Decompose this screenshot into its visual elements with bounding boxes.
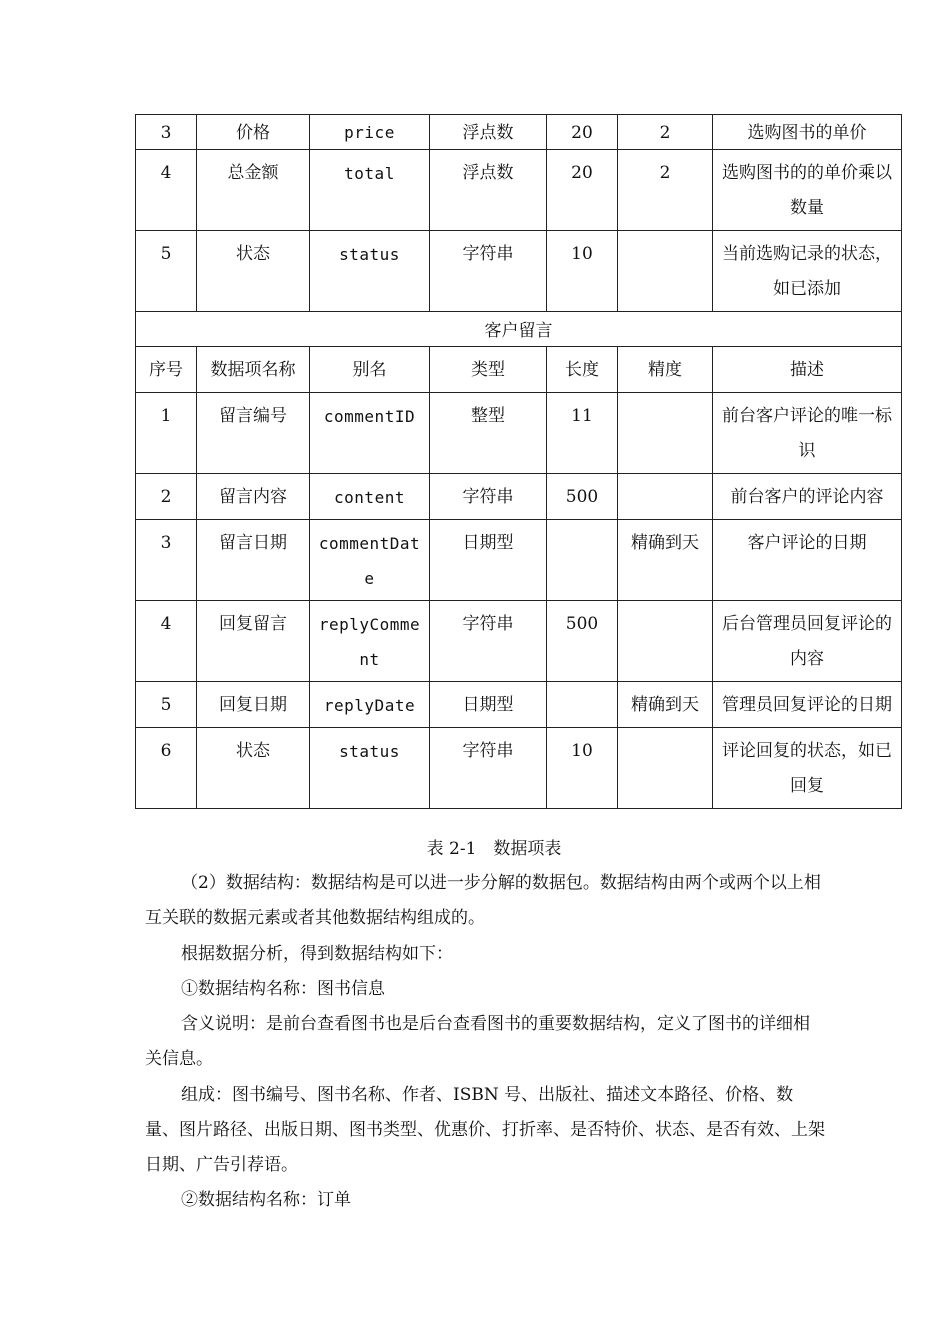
cell-precision xyxy=(618,231,713,312)
header-no: 序号 xyxy=(136,347,197,393)
section-title: 客户留言 xyxy=(136,312,902,347)
cell-length: 10 xyxy=(547,231,618,312)
cell-desc: 选购图书的单价 xyxy=(713,115,902,150)
cell-type: 日期型 xyxy=(430,682,547,728)
table-row xyxy=(136,474,902,520)
header-length: 长度 xyxy=(547,347,618,393)
cell-desc: 后台管理员回复评论的内容 xyxy=(713,601,902,682)
cell-precision xyxy=(618,393,713,474)
cell-precision: 精确到天 xyxy=(618,682,713,728)
cell-length: 20 xyxy=(547,115,618,150)
paragraph-text: 含义说明：是前台查看图书也是后台查看图书的重要数据结构，定义了图书的详细相关信息。 xyxy=(145,1014,810,1069)
cell-length: 500 xyxy=(547,474,618,520)
cell-no: 1 xyxy=(136,393,197,474)
paragraph-text: 根据数据分析，得到数据结构如下： xyxy=(181,944,453,964)
cell-type: 字符串 xyxy=(430,728,547,809)
cell-alias: replyComment xyxy=(310,601,430,682)
cell-no: 4 xyxy=(136,601,197,682)
paragraph-text: （2）数据结构：数据结构是可以进一步分解的数据包。数据结构由两个或两个以上相互关联的数据元素或者其他数据结构组成的。 xyxy=(145,873,821,928)
paragraph-composition xyxy=(145,1078,825,1183)
cell-desc: 前台客户的评论内容 xyxy=(713,474,902,520)
cell-type: 字符串 xyxy=(430,601,547,682)
cell-desc: 前台客户评论的唯一标识 xyxy=(713,393,902,474)
paragraph-data-structure xyxy=(145,866,825,936)
cell-precision: 精确到天 xyxy=(618,520,713,601)
table-row xyxy=(136,393,902,474)
paragraph-text: ①数据结构名称：图书信息 xyxy=(181,979,385,999)
cell-length: 11 xyxy=(547,393,618,474)
table-row xyxy=(136,728,902,809)
cell-desc: 当前选购记录的状态，如已添加 xyxy=(713,231,902,312)
cell-name: 留言编号 xyxy=(197,393,310,474)
cell-type: 字符串 xyxy=(430,231,547,312)
header-name: 数据项名称 xyxy=(197,347,310,393)
cell-alias: total xyxy=(310,150,430,231)
data-items-table xyxy=(135,114,902,809)
cell-alias: price xyxy=(310,115,430,150)
table-row xyxy=(136,520,902,601)
header-precision: 精度 xyxy=(618,347,713,393)
cell-length: 500 xyxy=(547,601,618,682)
cell-name: 留言内容 xyxy=(197,474,310,520)
cell-desc: 评论回复的状态，如已回复 xyxy=(713,728,902,809)
cell-length xyxy=(547,682,618,728)
paragraph-analysis xyxy=(145,937,825,972)
cell-precision: 2 xyxy=(618,150,713,231)
paragraph-structure-book xyxy=(145,972,825,1007)
cell-no: 3 xyxy=(136,115,197,150)
paragraph-meaning xyxy=(145,1007,825,1077)
table-row xyxy=(136,115,902,150)
cell-alias: replyDate xyxy=(310,682,430,728)
header-type: 类型 xyxy=(430,347,547,393)
cell-alias: commentDate xyxy=(310,520,430,601)
cell-type: 整型 xyxy=(430,393,547,474)
table-header-row xyxy=(136,347,902,393)
cell-type: 浮点数 xyxy=(430,115,547,150)
cell-name: 回复日期 xyxy=(197,682,310,728)
cell-no: 2 xyxy=(136,474,197,520)
cell-precision xyxy=(618,728,713,809)
table-caption: 表 2-1 数据项表 xyxy=(426,839,562,859)
cell-no: 3 xyxy=(136,520,197,601)
cell-alias: content xyxy=(310,474,430,520)
paragraph-text: 组成：图书编号、图书名称、作者、ISBN 号、出版社、描述文本路径、价格、数量、图片路径、出版日期、图书类型、优惠价、打折率、是否特价、状态、是否有效、上架日期、广告引荐语。 xyxy=(145,1085,825,1175)
cell-name: 状态 xyxy=(197,231,310,312)
table-row xyxy=(136,231,902,312)
cell-type: 字符串 xyxy=(430,474,547,520)
cell-name: 留言日期 xyxy=(197,520,310,601)
cell-name: 回复留言 xyxy=(197,601,310,682)
table-section-row xyxy=(136,312,902,347)
cell-precision xyxy=(618,601,713,682)
cell-no: 4 xyxy=(136,150,197,231)
cell-name: 总金额 xyxy=(197,150,310,231)
cell-alias: status xyxy=(310,728,430,809)
cell-no: 6 xyxy=(136,728,197,809)
cell-alias: status xyxy=(310,231,430,312)
header-alias: 别名 xyxy=(310,347,430,393)
table-row xyxy=(136,601,902,682)
cell-alias: commentID xyxy=(310,393,430,474)
cell-name: 状态 xyxy=(197,728,310,809)
paragraph-text: ②数据结构名称：订单 xyxy=(181,1190,351,1210)
cell-type: 浮点数 xyxy=(430,150,547,231)
header-desc: 描述 xyxy=(713,347,902,393)
cell-precision: 2 xyxy=(618,115,713,150)
table-row xyxy=(136,150,902,231)
cell-precision xyxy=(618,474,713,520)
cell-desc: 选购图书的的单价乘以数量 xyxy=(713,150,902,231)
cell-length xyxy=(547,520,618,601)
cell-desc: 管理员回复评论的日期 xyxy=(713,682,902,728)
cell-length: 10 xyxy=(547,728,618,809)
table-row xyxy=(136,682,902,728)
cell-type: 日期型 xyxy=(430,520,547,601)
cell-name: 价格 xyxy=(197,115,310,150)
cell-no: 5 xyxy=(136,682,197,728)
paragraph-structure-order xyxy=(145,1183,825,1218)
cell-no: 5 xyxy=(136,231,197,312)
cell-desc: 客户评论的日期 xyxy=(713,520,902,601)
cell-length: 20 xyxy=(547,150,618,231)
